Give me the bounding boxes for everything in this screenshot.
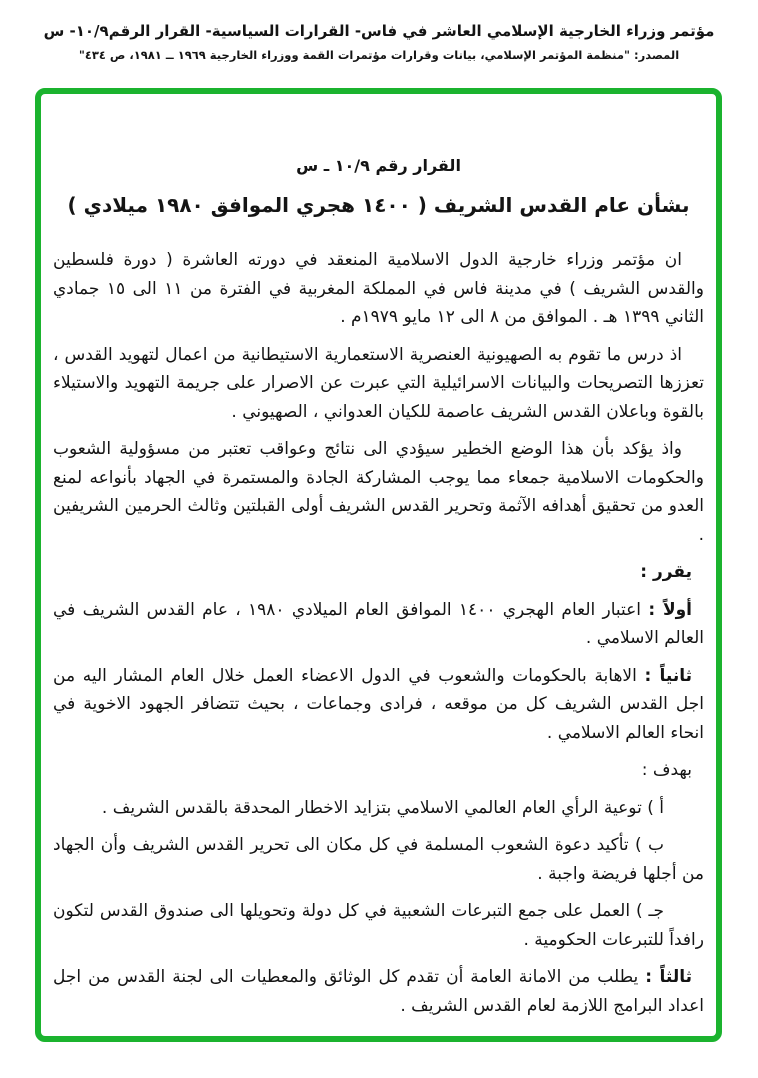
preamble-paragraph-consequences	[53, 435, 704, 549]
goal-label: بهدف :	[641, 760, 692, 780]
goal-item-b	[53, 831, 704, 888]
paragraph-text: تأكيد دعوة الشعوب المسلمة في كل مكان الى تحرير القدس الشريف وأن الجهاد من أجلها فريضة واجبة .	[53, 835, 704, 884]
paragraph-text: ان مؤتمر وزراء خارجية الدول الاسلامية المنعقد في دورته العاشرة ( دورة فلسطين والقدس الشريف ) في مدينة فاس في المملكة المغربية في الفترة من ١١ الى ١٥ جمادي الثاني ١٣٩٩ هـ . الموافق من ٨ الى ١٢ مايو ١٩٧٩م .	[53, 250, 704, 327]
clause-first-label: أولاً :	[648, 599, 692, 620]
paragraph-text: الاهابة بالحكومات والشعوب في الدول الاعضاء العمل خلال العام المشار اليه من اجل القدس الشريف كل من موقعه ، فرادى وجماعات ، بحيث تتضافر الجهود الاخوية في انحاء العالم الاسلامي .	[53, 665, 704, 743]
paragraph-text: اعتبار العام الهجري ١٤٠٠ الموافق العام الميلادي ١٩٨٠ ، عام القدس الشريف في العالم الاسلامي .	[53, 599, 704, 648]
source-header-citation: المصدر: "منظمة المؤتمر الإسلامي، بيانات وقرارات مؤتمرات القمة ووزراء الخارجية ١٩٦٩ ــ ١٩٨١، ص ٤٣٤"	[78, 48, 680, 62]
preamble-paragraph-session	[53, 246, 704, 332]
clause-second-label: ثانياً :	[644, 665, 692, 686]
clause-second	[53, 662, 704, 748]
decides-heading	[53, 558, 704, 587]
resolution-number: القرار رقم ١٠/٩ ـ س	[296, 156, 461, 175]
paragraph-text: يطلب من الامانة العامة أن تقدم كل الوثائق والمعطيات الى لجنة القدس من اجل اعداد البرامج اللازمة لعام القدس الشريف .	[53, 967, 704, 1016]
goal-heading	[53, 756, 704, 785]
paragraph-text: واذ يؤكد بأن هذا الوضع الخطير سيؤدي الى نتائج وعواقب تعتبر من مسؤولية الشعوب والحكومات الاسلامية جمعاء مما يوجب المشاركة الجادة والمستمرة في الجهاد بأنواعه لمنع العدو من تحقيق أهدافه الآثمة وتحرير القدس الشريف أولى القبلتين وثالث الحرمين الشريفين .	[53, 439, 704, 545]
clause-third-label: ثالثاً :	[645, 967, 692, 987]
source-header	[0, 0, 758, 63]
source-header-title: مؤتمر وزراء الخارجية الإسلامي العاشر في فاس- القرارات السياسية- القرار الرقم١٠/٩- س	[43, 22, 715, 40]
green-frame	[35, 88, 722, 1042]
goal-item-c-marker: جـ )	[635, 901, 664, 921]
paragraph-text: توعية الرأي العام العالمي الاسلامي بتزايد الاخطار المحدقة بالقدس الشريف .	[101, 797, 642, 818]
paragraph-text: العمل على جمع التبرعات الشعبية في كل دولة وتحويلها الى صندوق القدس لتكون رافداً للتبرعات الحكومية .	[53, 901, 704, 950]
goal-item-b-marker: ب )	[635, 835, 665, 855]
clause-third	[53, 963, 704, 1020]
decides-label: يقرر :	[640, 562, 692, 582]
resolution-title: بشأن عام القدس الشريف ( ١٤٠٠ هجري الموافق ١٩٨٠ ميلادي )	[67, 193, 690, 217]
preamble-paragraph-judaization	[53, 341, 704, 427]
clause-first	[53, 596, 704, 653]
goal-item-c	[53, 897, 704, 954]
goal-item-a	[53, 794, 704, 823]
goal-item-a-marker: أ )	[647, 797, 664, 818]
paragraph-text: اذ درس ما تقوم به الصهيونية العنصرية الاستعمارية الاستيطانية من اعمال لتهويد القدس ، تعززها التصريحات والبيانات الاسرائيلية التي عبرت عن الاصرار على جريمة التهويد والاستيلاء بالقوة وباعلان القدس الشريف عاصمة للكيان العدواني ، الصهيوني .	[53, 344, 704, 422]
